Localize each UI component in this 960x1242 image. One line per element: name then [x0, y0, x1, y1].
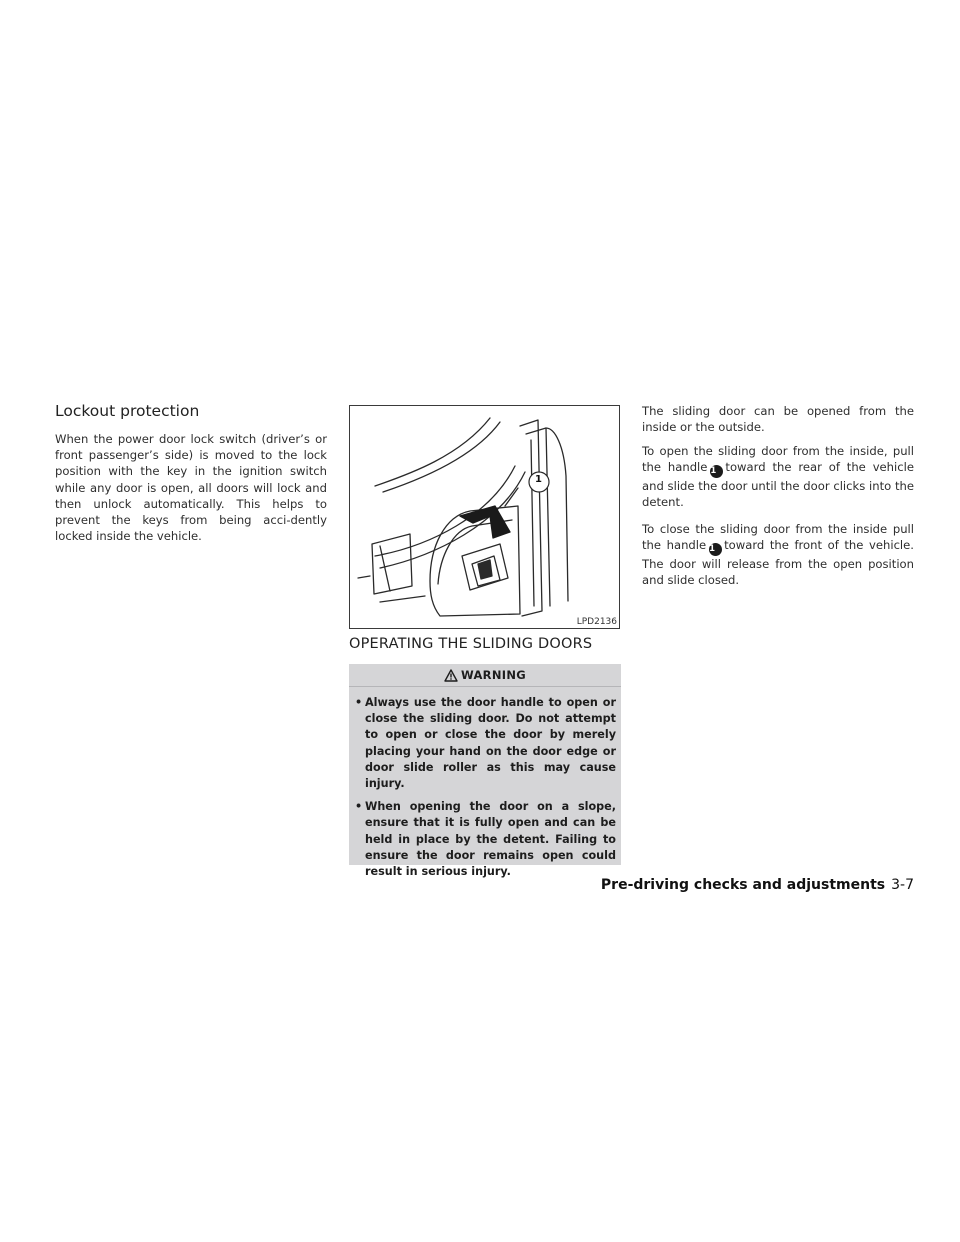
page-number: 3-7 — [891, 877, 914, 893]
callout-1-badge: 1 — [710, 465, 723, 478]
door-handle-drawing — [350, 406, 619, 628]
figure-callout-label: 1 — [535, 474, 542, 485]
callout-1-badge: 1 — [709, 543, 722, 556]
warning-box — [349, 664, 621, 879]
page-footer — [0, 877, 914, 893]
close-text-start: To close the sliding door from the inside pull the handle — [642, 522, 914, 553]
open-text-end: toward the rear of the vehicle and slide the door until the door clicks into the detent. — [642, 460, 914, 510]
footer-section-title: Pre-driving checks and adjustments — [600, 877, 886, 893]
lockout-paragraph: When the power door lock switch (driver’s or front passenger’s side) is moved to the lock position with the key in the ignition switch while any door is open, all doors will lock and then unlock automatically. This helps to prevent the keys from being acci-dently locked inside the vehicle. — [55, 432, 327, 544]
sliding-door-intro: The sliding door can be opened from the inside or the outside. — [642, 404, 914, 435]
warning-icon — [444, 669, 458, 682]
warning-list — [349, 687, 621, 880]
section-heading: OPERATING THE SLIDING DOORS — [349, 636, 593, 652]
close-text-end: toward the front of the vehicle. The door will release from the open position and slide closed. — [642, 538, 914, 588]
figure-code: LPD2136 — [576, 617, 617, 627]
lockout-heading: Lockout protection — [55, 402, 200, 420]
open-instructions — [642, 443, 914, 511]
warning-item: • When opening the door on a slope, ensure that it is fully open and can be held in place by the detent. Failing to ensure the door remains open could result in serious injury. — [355, 799, 616, 880]
open-text-start: To open the sliding door from the inside, pull the handle — [642, 444, 914, 475]
warning-item: • Always use the door handle to open or close the sliding door. Do not attempt to open or close the door by merely placing your hand on the door edge or door slide roller as this may cause injury. — [355, 695, 616, 792]
warning-title: WARNING — [461, 668, 526, 682]
close-instructions — [642, 521, 914, 589]
warning-header — [349, 664, 621, 687]
sliding-door-illustration — [349, 405, 620, 629]
